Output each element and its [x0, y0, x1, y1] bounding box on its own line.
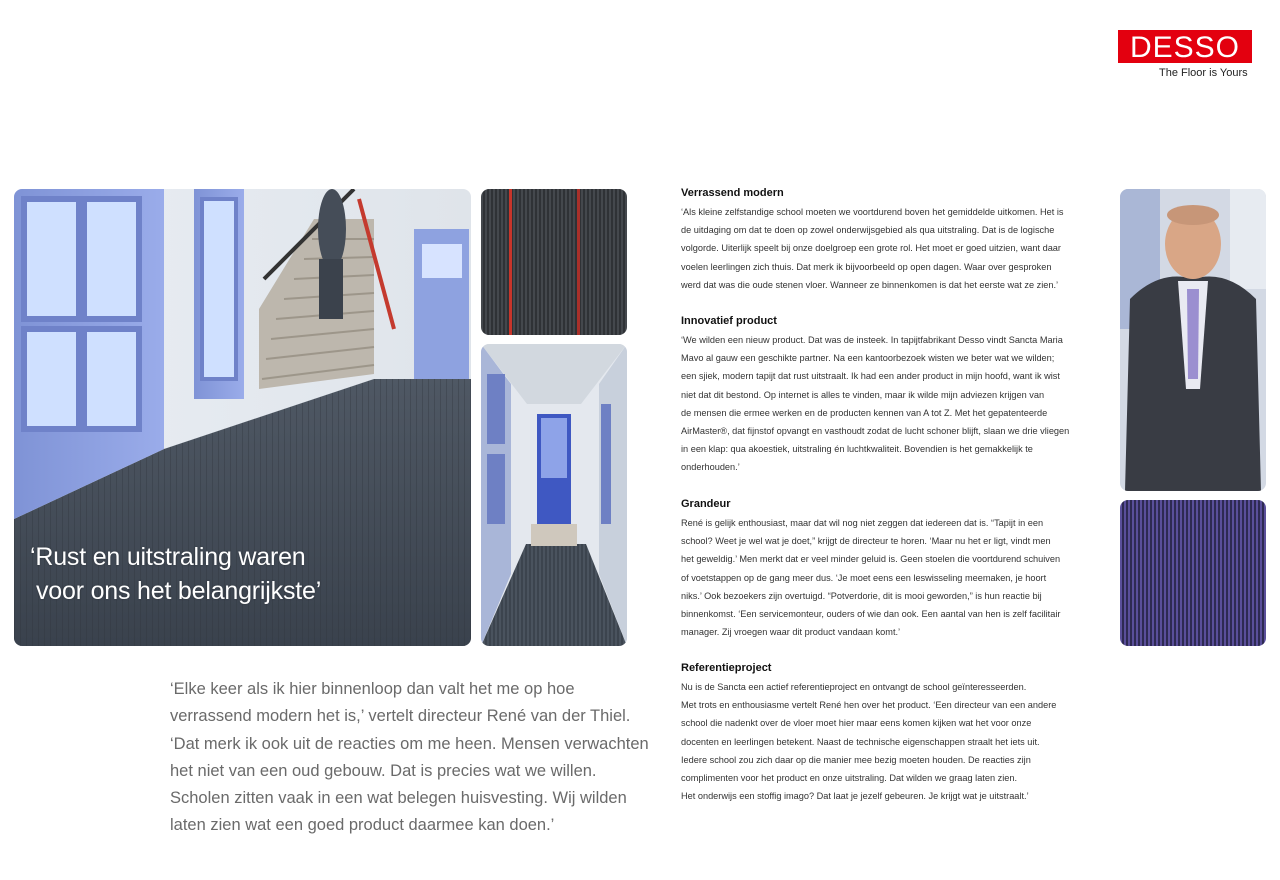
- text-line: niet dat dit bestond. Op internet is alles te vinden, maar ik wilde mijn adviezen krijgen van: [681, 389, 1045, 400]
- text-line: ‘Als kleine zelfstandige school moeten we voortdurend boven het gemiddelde uitkomen. Het is: [681, 207, 1064, 217]
- text-line: school die nadenkt over de vloer moet hier maar eens komen kijken wat het voor onze: [681, 718, 1032, 729]
- text-line: onderhouden.’: [681, 462, 740, 473]
- text-line: in een klap: qua akoestiek, uitstraling én luchtkwaliteit. Bovendien is het gemakkelijk te: [681, 444, 1033, 455]
- brand-tagline: The Floor is Yours: [1159, 67, 1248, 79]
- desso-logo: [1118, 30, 1252, 63]
- section-innovatief-product: [681, 314, 1069, 477]
- text-line: binnenkomst. ‘Een servicemonteur, ouders of wie dan ook. Een aantal van hen is zelf facilitair: [681, 609, 1061, 620]
- section-heading: Grandeur: [681, 498, 731, 510]
- text-line: Mavo al gauw een geschikte partner. Na een kantoorbezoek wisten we beter wat we wilden;: [681, 353, 1055, 364]
- pull-quote: [170, 676, 649, 840]
- text-line: volgorde. Uiterlijk speelt bij onze doelgroep een grote rol. Het moet er goed uitzien, want daar: [681, 243, 1061, 254]
- pull-quote-line: Scholen zitten vaak in een wat belegen huisvesting. Wij wilden: [170, 789, 627, 808]
- carpet-sample-purple: [1120, 500, 1266, 646]
- pull-quote-line: ‘Dat merk ik ook uit de reacties om me heen. Mensen verwachten: [170, 734, 649, 753]
- pull-quote-line: verrassend modern het is,’ vertelt directeur René van der Thiel.: [170, 707, 631, 726]
- text-line: complimenten voor het product en onze uitstraling. Dat wilden we graag laten zien.: [681, 773, 1018, 784]
- text-line: Met trots en enthousiasme vertelt René hen over het product. ‘Een directeur van een andere: [681, 700, 1057, 711]
- hallway-photo: [481, 344, 627, 646]
- overlay-quote-line: ‘Rust en uitstraling waren: [30, 543, 306, 571]
- text-line: niks.’ Ook bezoekers zijn overtuigd. “Potverdorie, dit is mooi geworden,” is hun reactie bij: [681, 590, 1042, 601]
- svg-text:DESSO: DESSO: [1129, 31, 1241, 63]
- text-line: de mensen die ermee werken en de producten kennen van A tot Z. Met het gepatenteerde: [681, 407, 1048, 418]
- section-grandeur: [681, 497, 1060, 641]
- section-text: [681, 678, 1056, 805]
- text-line: docenten en leerlingen betekent. Naast de technische eigenschappen straalt het iets uit.: [681, 736, 1040, 747]
- section-text: [681, 203, 1064, 294]
- section-text: [681, 514, 1060, 641]
- section-heading: Innovatief product: [681, 315, 777, 327]
- text-line: de uitdaging om dat te doen op zowel onderwijsgebied als qua uitstraling. Dat is de logische: [681, 225, 1055, 236]
- director-portrait: [1120, 189, 1266, 491]
- text-line: Iedere school zou zich daar op die manier mee bezig moeten houden. De reacties zijn: [681, 754, 1031, 765]
- pull-quote-line: laten zien wat een goed product daarmee kan doen.’: [170, 816, 555, 835]
- text-line: of voetstappen op de gang meer dus. ‘Je moet eens een leswisseling meemaken, je hoort: [681, 572, 1047, 583]
- section-heading: Referentieproject: [681, 662, 772, 674]
- text-line: voelen leerlingen zich thuis. Dat merk ik bijvoorbeeld op open dagen. Waar over gesproken: [681, 261, 1052, 272]
- section-verrassend-modern: [681, 186, 1064, 294]
- text-line: een sjiek, modern tapijt dat rust uitstraalt. Ik had een ander product in mijn hoofd, want ik wist: [681, 371, 1060, 382]
- text-line: AirMaster®, dat fijnstof opvangt en vasthoudt zodat de lucht schoner blijft, slaan we drie vliegen: [681, 426, 1070, 437]
- section-heading: Verrassend modern: [681, 187, 784, 199]
- text-line: ‘We wilden een nieuw product. Dat was de insteek. In tapijtfabrikant Desso vindt Sancta Maria: [681, 335, 1063, 345]
- carpet-sample-red-stripe: [481, 189, 627, 335]
- section-referentieproject: [681, 661, 1056, 805]
- text-line: school? Weet je wel wat je doet,” krijgt de directeur te horen. ‘Maar nu het er ligt, vindt men: [681, 536, 1051, 547]
- overlay-quote-line: voor ons het belangrijkste’: [36, 577, 322, 605]
- text-line: het geweldig.’ Men merkt dat er veel minder geluid is. Geen stoelen die voortdurend schuiven: [681, 554, 1061, 565]
- overlay-quote: [30, 540, 321, 608]
- text-line: manager. Zij vroegen waar dit product vandaan komt.’: [681, 627, 901, 638]
- text-line: Nu is de Sancta een actief referentieproject en ontvangt de school geïnteresseerden.: [681, 682, 1027, 692]
- text-line: Het onderwijs een stoffig imago? Dat laat je jezelf gebeuren. Je krijgt wat je uitstraalt.’: [681, 791, 1029, 802]
- text-line: René is gelijk enthousiast, maar dat wil nog niet zeggen dat iedereen dat is. “Tapijt in een: [681, 518, 1044, 528]
- section-text: [681, 331, 1069, 477]
- text-line: werd dat was die oude stenen vloer. Wanneer ze binnenkomen is dat het eerste wat ze zien.’: [681, 279, 1059, 290]
- pull-quote-line: het niet van een oud gebouw. Dat is precies wat we willen.: [170, 761, 597, 780]
- pull-quote-line: ‘Elke keer als ik hier binnenloop dan valt het me op hoe: [170, 680, 575, 698]
